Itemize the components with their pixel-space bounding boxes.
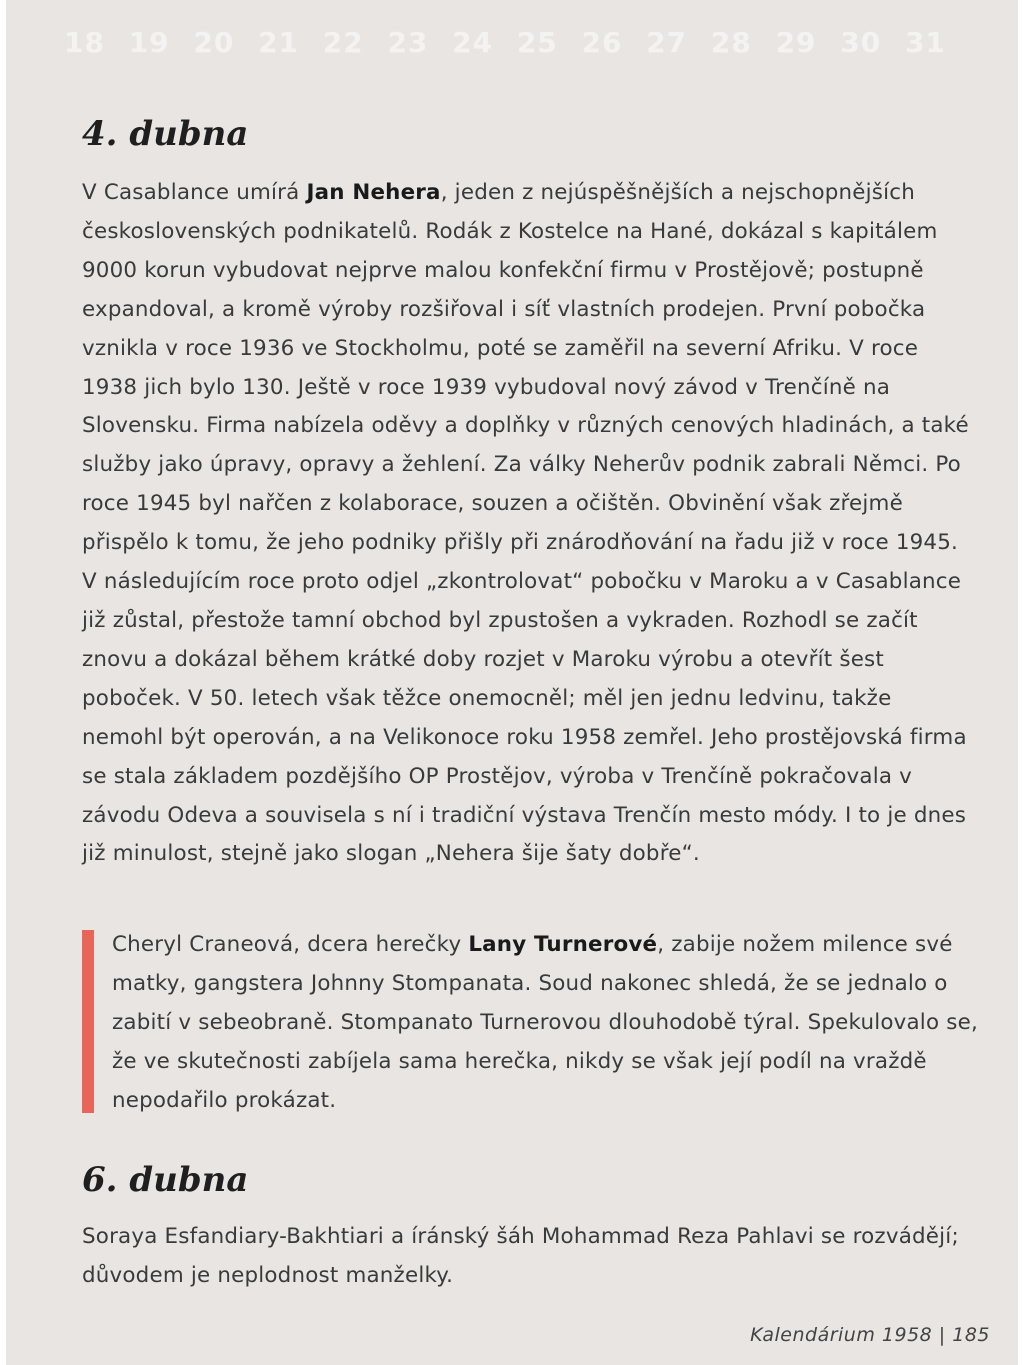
- day-number: 29: [775, 26, 817, 59]
- day-number: 28: [710, 26, 752, 59]
- day-number: 23: [387, 26, 429, 59]
- date-heading-april-6: 6. dubna: [82, 1160, 249, 1200]
- highlight-bar: [82, 930, 94, 1113]
- entry-text: , zabije nožem milence své matky, gangstera Johnny Stompanata. Soud nakonec shledá, že se jednalo o zabití v sebeobraně. Stompanato Turnerovou dlouhodobě týral. Spekulovalo se, že ve skutečnosti zabíjela sama herečka, nikdy se však její podíl na vraždě nepodařilo prokázat.: [112, 932, 978, 1113]
- day-number: 31: [904, 26, 946, 59]
- day-number: 20: [193, 26, 235, 59]
- entry-jan-nehera: [82, 174, 972, 874]
- entry-text: Cheryl Craneová, dcera herečky: [112, 932, 469, 957]
- day-number: 22: [322, 26, 364, 59]
- entry-cheryl-crane: [112, 926, 982, 1121]
- date-heading-april-4: 4. dubna: [82, 114, 249, 154]
- day-number: 27: [646, 26, 688, 59]
- day-number: 21: [258, 26, 300, 59]
- person-name: Lany Turnerové: [468, 932, 658, 957]
- person-name: Jan Nehera: [306, 180, 441, 205]
- day-number: 19: [128, 26, 170, 59]
- day-number: 25: [516, 26, 558, 59]
- page-footer: Kalendárium 1958 | 185: [750, 1324, 990, 1346]
- book-page: [6, 0, 1018, 1365]
- entry-text: V Casablance umírá: [82, 180, 307, 205]
- day-number: 30: [840, 26, 882, 59]
- day-number: 26: [581, 26, 623, 59]
- entry-text: , jeden z nejúspěšnějších a nejschopnějších československých podnikatelů. Rodák z Kostelce na Hané, dokázal s kapitálem 9000 korun vybudovat nejprve malou konfekční firmu v Prostějově; postupně expandoval, a kromě výroby rozšiřoval i síť vlastních prodejen. První pobočka vznikla v roce 1936 ve Stockholmu, poté se zaměřil na severní Afriku. V roce 1938 jich bylo 130. Ještě v roce 1939 vybudoval nový závod v Trenčíně na Slovensku. Firma nabízela oděvy a doplňky v různých cenových hladinách, a také služby jako úpravy, opravy a žehlení. Za války Neherův podnik zabrali Němci. Po roce 1945 byl nařčen z kolaborace, souzen a očištěn. Obvinění však zřejmě přispělo k tomu, že jeho podniky přišly při znárodňování na řadu již v roce 1945. V následujícím roce proto odjel „zkontrolovat“ pobočku v Maroku a v Casablance již zůstal, přestože tamní obchod byl zpustošen a vykraden. Rozhodl se začít znovu a dokázal během krátké doby rozjet v Maroku výrobu a otevřít šest poboček. V 50. letech však těžce onemocněl; měl jen jednu ledvinu, takže nemohl být operován, a na Velikonoce roku 1958 zemřel. Jeho prostějovská firma se stala základem pozdějšího OP Prostějov, výroba v Trenčíně pokračovala v závodu Odeva a souvisela s ní i tradiční výstava Trenčín mesto módy. I to je dnes již minulost, stejně jako slogan „Nehera šije šaty dobře“.: [82, 180, 969, 867]
- day-number: 18: [64, 26, 105, 59]
- day-number: 24: [452, 26, 494, 59]
- entry-soraya-divorce: Soraya Esfandiary-Bakhtiari a íránský šáh Mohammad Reza Pahlavi se rozvádějí; důvodem je neplodnost manželky.: [82, 1224, 959, 1288]
- day-number-strip: [64, 26, 970, 59]
